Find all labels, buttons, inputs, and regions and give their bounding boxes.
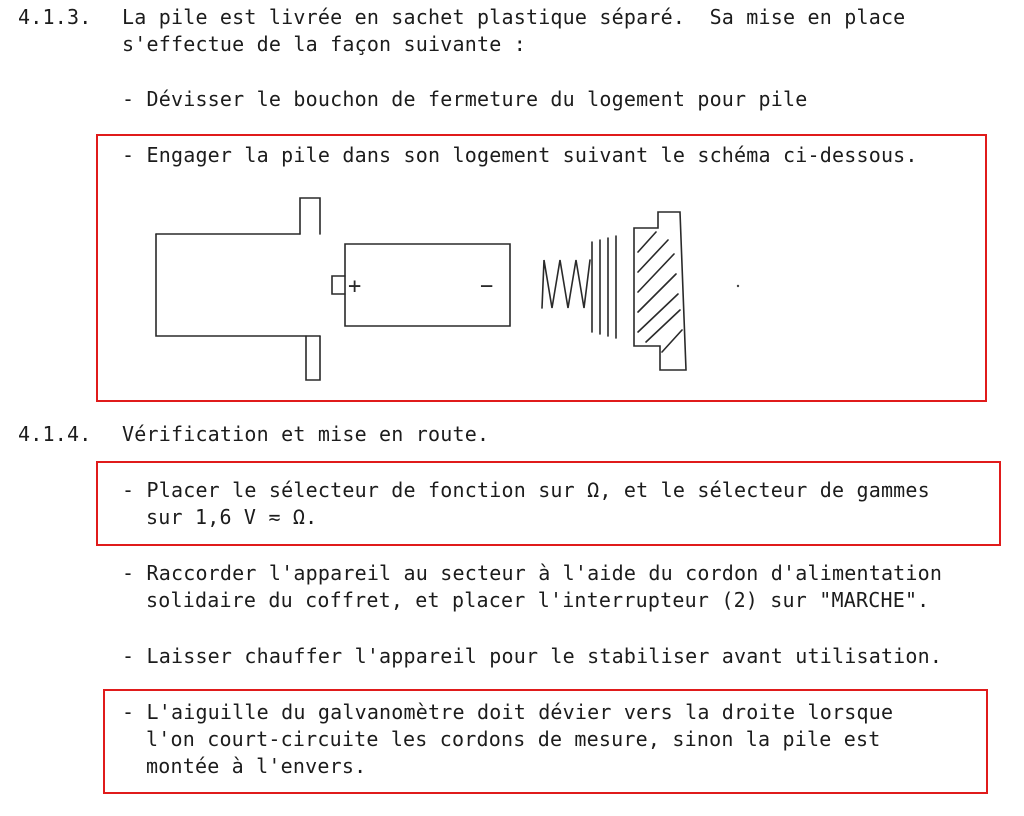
section-heading-line-2: s'effectue de la façon suivante : <box>122 32 526 56</box>
section-number-4-1-4: 4.1.4. <box>18 422 92 446</box>
instruction-needle-line-2: l'on court-circuite les cordons de mesure, sinon la pile est <box>146 727 881 751</box>
section-heading-line-1: La pile est livrée en sachet plastique séparé. Sa mise en place <box>122 5 906 29</box>
instruction-selector-line-1: - Placer le sélecteur de fonction sur Ω, et le sélecteur de gammes <box>122 478 930 502</box>
instruction-connect-line-2: solidaire du coffret, et placer l'interrupteur (2) sur "MARCHE". <box>146 588 930 612</box>
instruction-insert-battery: - Engager la pile dans son logement suivant le schéma ci-dessous. <box>122 143 918 167</box>
battery-insertion-diagram <box>140 190 760 390</box>
instruction-selector-line-2: sur 1,6 V ≂ Ω. <box>146 505 318 529</box>
instruction-needle-line-3: montée à l'envers. <box>146 754 367 778</box>
instruction-unscrew-cap: - Dévisser le bouchon de fermeture du logement pour pile <box>122 87 808 111</box>
battery-terminal <box>332 276 345 294</box>
housing-body <box>156 234 320 336</box>
housing-top-tab <box>300 198 320 234</box>
instruction-needle-line-1: - L'aiguille du galvanomètre doit dévier vers la droite lorsque <box>122 700 894 724</box>
section-heading-verification: Vérification et mise en route. <box>122 422 490 446</box>
instruction-connect-line-1: - Raccorder l'appareil au secteur à l'aide du cordon d'alimentation <box>122 561 943 585</box>
cap-hatching <box>638 232 682 352</box>
section-number-4-1-3: 4.1.3. <box>18 5 92 29</box>
instruction-warm-up: - Laisser chauffer l'appareil pour le stabiliser avant utilisation. <box>122 644 943 668</box>
battery-plus-sign: + <box>348 274 362 299</box>
housing-bottom-tab <box>306 336 320 380</box>
battery-minus-sign: − <box>480 274 494 299</box>
spring <box>542 260 590 308</box>
